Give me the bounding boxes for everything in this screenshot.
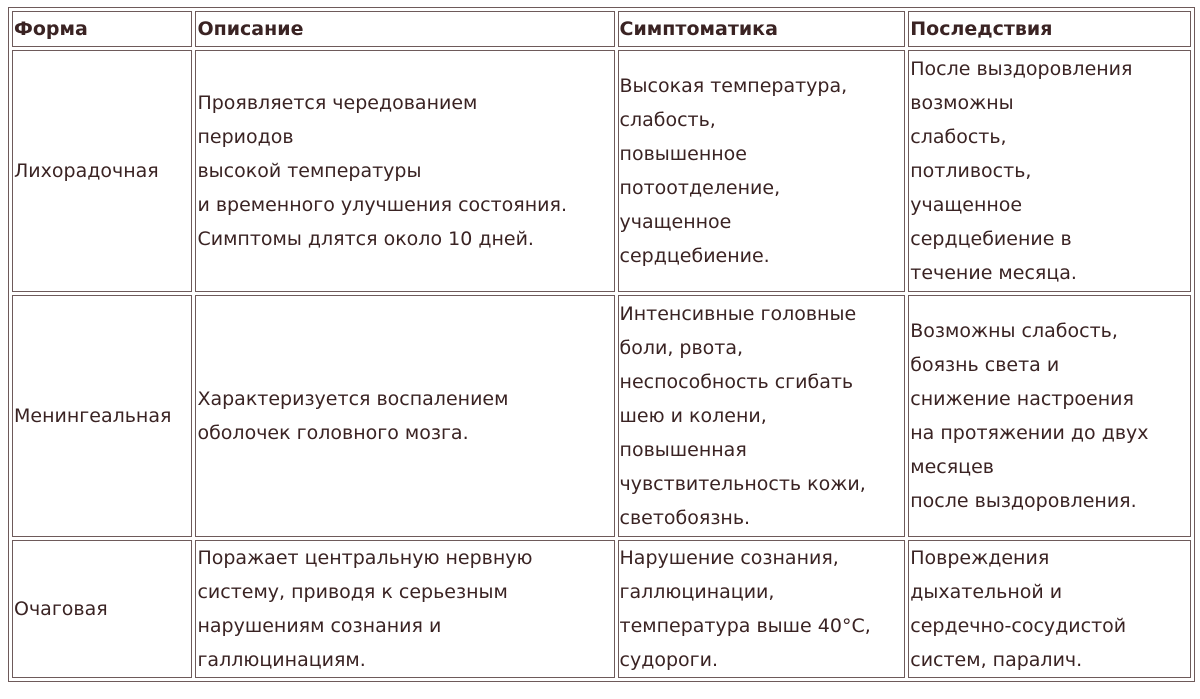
consequences-line: после выздоровления. <box>910 490 1137 512</box>
description-line: Поражает центральную нервную <box>197 547 533 569</box>
consequences-line: Возможны слабость, <box>910 320 1118 342</box>
description-line: галлюцинациям. <box>197 649 366 671</box>
header-form: Форма <box>12 11 192 47</box>
consequences-line: потливость, <box>910 160 1032 182</box>
description-line: оболочек головного мозга. <box>197 422 469 444</box>
symptoms-line: шею и колени, <box>619 405 767 427</box>
header-symptoms: Симптоматика <box>618 11 906 47</box>
description-line: Характеризуется воспалением <box>197 388 509 410</box>
symptoms-line: сердцебиение. <box>619 245 770 267</box>
header-description: Описание <box>195 11 614 47</box>
consequences-line: возможны <box>910 92 1014 114</box>
description-cell <box>195 50 614 292</box>
symptoms-line: слабость, <box>619 109 716 131</box>
symptoms-line: Нарушение сознания, <box>619 547 839 569</box>
symptoms-line: галлюцинации, <box>619 581 775 603</box>
consequences-line: сердцебиение в <box>910 228 1072 250</box>
description-line: высокой температуры <box>197 160 422 182</box>
symptoms-cell <box>618 295 906 537</box>
consequences-cell <box>908 50 1191 292</box>
description-line: систему, приводя к серьезным <box>197 581 508 603</box>
symptoms-cell <box>618 50 906 292</box>
form-cell: Лихорадочная <box>12 50 192 292</box>
consequences-line: систем, паралич. <box>910 649 1083 671</box>
consequences-line: на протяжении до двух <box>910 422 1149 444</box>
consequences-line: После выздоровления <box>910 58 1133 80</box>
encephalitis-forms-table <box>8 7 1195 682</box>
symptoms-cell <box>618 540 906 678</box>
description-line: нарушениям сознания и <box>197 615 442 637</box>
form-cell: Менингеальная <box>12 295 192 537</box>
header-consequences: Последствия <box>908 11 1191 47</box>
consequences-line: дыхательной и <box>910 581 1063 603</box>
description-cell <box>195 540 614 678</box>
symptoms-line: чувствительность кожи, <box>619 473 866 495</box>
table-container <box>8 7 1195 682</box>
symptoms-line: Высокая температура, <box>619 75 848 97</box>
symptoms-line: боли, рвота, <box>619 337 744 359</box>
symptoms-line: повышенная <box>619 439 747 461</box>
table-row <box>12 50 1191 292</box>
description-line: периодов <box>197 126 294 148</box>
consequences-cell <box>908 295 1191 537</box>
consequences-line: слабость, <box>910 126 1007 148</box>
consequences-line: сердечно-сосудистой <box>910 615 1127 637</box>
consequences-line: Повреждения <box>910 547 1050 569</box>
symptoms-line: судороги. <box>619 649 719 671</box>
consequences-line: снижение настроения <box>910 388 1134 410</box>
symptoms-line: светобоязнь. <box>619 507 751 529</box>
table-header-row <box>12 11 1191 47</box>
description-line: Проявляется чередованием <box>197 92 478 114</box>
form-cell: Очаговая <box>12 540 192 678</box>
symptoms-line: Интенсивные головные <box>619 303 857 325</box>
consequences-cell <box>908 540 1191 678</box>
table-row <box>12 540 1191 678</box>
consequences-line: течение месяца. <box>910 262 1077 284</box>
description-line: и временного улучшения состояния. <box>197 194 567 216</box>
consequences-line: месяцев <box>910 456 994 478</box>
symptoms-line: потоотделение, <box>619 177 781 199</box>
description-line: Симптомы длятся около 10 дней. <box>197 228 534 250</box>
consequences-line: боязнь света и <box>910 354 1060 376</box>
symptoms-line: температура выше 40°C, <box>619 615 871 637</box>
consequences-line: учащенное <box>910 194 1023 216</box>
table-row <box>12 295 1191 537</box>
description-cell <box>195 295 614 537</box>
symptoms-line: неспособность сгибать <box>619 371 854 393</box>
symptoms-line: повышенное <box>619 143 747 165</box>
symptoms-line: учащенное <box>619 211 732 233</box>
